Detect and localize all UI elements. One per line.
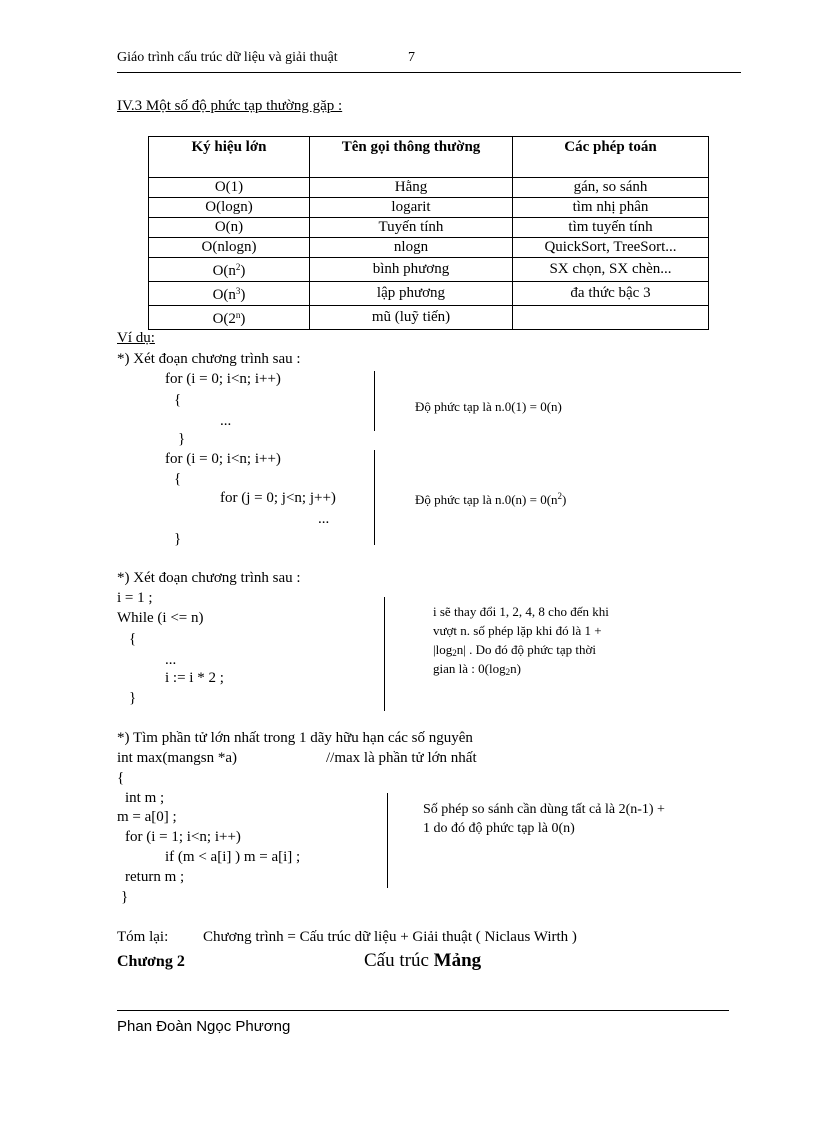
summary-text: Chương trình = Cấu trúc dữ liệu + Giải thuật ( Niclaus Wirth ) — [203, 929, 577, 945]
notation-cell: O(n) — [149, 218, 310, 238]
table-row — [149, 258, 709, 282]
code-line: return m ; — [125, 869, 185, 885]
notation-base: O(n — [212, 287, 236, 303]
column-header-operations: Các phép toán — [513, 137, 709, 178]
notation-base: O(n — [212, 263, 236, 279]
footer-rule — [117, 1010, 729, 1011]
notation-base: O(2 — [212, 311, 236, 327]
table-row — [149, 238, 709, 258]
notation-close: ) — [240, 263, 246, 279]
complexity-table — [148, 136, 709, 330]
example1-intro: *) Xét đoạn chương trình sau : — [117, 351, 301, 367]
name-cell: nlogn — [310, 238, 513, 258]
separator-line — [374, 371, 375, 431]
notation-cell: O(nlogn) — [149, 238, 310, 258]
operations-cell — [513, 306, 709, 330]
code-line: } — [129, 690, 137, 706]
operations-cell: SX chọn, SX chèn... — [513, 258, 709, 282]
section-heading: IV.3 Một số độ phức tạp thường gặp : — [117, 98, 343, 114]
code-line: if (m < a[i] ) m = a[i] ; — [165, 849, 301, 865]
code-line: int m ; — [125, 790, 165, 806]
note-line: i sẽ thay đổi 1, 2, 4, 8 cho đến khi — [433, 604, 609, 619]
note-text: n| . Do đó độ phức tạp thời — [456, 642, 597, 657]
code-line: } — [174, 531, 182, 547]
example3-intro: *) Tìm phần tử lớn nhất trong 1 dãy hữu hạn các số nguyên — [117, 730, 473, 746]
operations-cell: gán, so sánh — [513, 178, 709, 198]
header-rule — [117, 72, 741, 73]
name-cell: logarit — [310, 198, 513, 218]
code-line: for (i = 0; i<n; i++) — [165, 451, 281, 467]
table-row — [149, 282, 709, 306]
note-text: gian là : 0(log — [433, 661, 506, 676]
column-header-name: Tên gọi thông thường — [310, 137, 513, 178]
table-row — [149, 198, 709, 218]
footer-author: Phan Đoàn Ngọc Phương — [117, 1018, 291, 1035]
notation-cell: O(1) — [149, 178, 310, 198]
code-line: i = 1 ; — [117, 590, 153, 606]
note-line — [433, 659, 521, 683]
code-line: } — [121, 889, 129, 905]
notation-cell — [149, 282, 310, 306]
complexity-note: Độ phức tạp là n.0(1) = 0(n) — [415, 399, 562, 414]
summary-label: Tóm lại: — [117, 929, 169, 945]
table-row — [149, 306, 709, 330]
code-line: { — [174, 392, 182, 408]
name-cell: Tuyến tính — [310, 218, 513, 238]
note-exponent: 2 — [557, 491, 563, 501]
name-cell: lập phương — [310, 282, 513, 306]
code-line: { — [117, 770, 125, 786]
code-line: { — [174, 471, 182, 487]
code-line: i := i * 2 ; — [165, 670, 224, 686]
page-number: 7 — [408, 50, 415, 65]
note-text: n) — [510, 661, 521, 676]
column-header-notation: Ký hiệu lớn — [149, 137, 310, 178]
example2-intro: *) Xét đoạn chương trình sau : — [117, 570, 301, 586]
separator-line — [387, 793, 388, 888]
note-text: |log — [433, 642, 453, 657]
operations-cell: tìm nhị phân — [513, 198, 709, 218]
notation-exponent: 2 — [235, 262, 241, 272]
code-line: ... — [220, 413, 232, 429]
code-line: ... — [165, 652, 177, 668]
operations-cell: QuickSort, TreeSort... — [513, 238, 709, 258]
name-cell: Hằng — [310, 178, 513, 198]
note-line: Số phép so sánh cần dùng tất cả là 2(n-1) + — [423, 802, 665, 817]
table-row — [149, 178, 709, 198]
note-line: 1 do đó độ phức tạp là 0(n) — [423, 821, 575, 836]
code-line: } — [178, 431, 186, 447]
note-subscript: 2 — [452, 648, 457, 658]
note-close: ) — [562, 492, 567, 507]
code-line: for (i = 1; i<n; i++) — [125, 829, 241, 845]
separator-line — [384, 597, 385, 711]
operations-cell: tìm tuyến tính — [513, 218, 709, 238]
code-line: { — [129, 631, 137, 647]
code-line: for (i = 0; i<n; i++) — [165, 371, 281, 387]
code-comment: //max là phần tử lớn nhất — [326, 750, 477, 766]
table-row — [149, 218, 709, 238]
notation-cell: O(logn) — [149, 198, 310, 218]
name-cell: bình phương — [310, 258, 513, 282]
chapter-label: Chương 2 — [117, 953, 185, 970]
code-line: m = a[0] ; — [117, 809, 177, 825]
function-signature: int max(mangsn *a) — [117, 750, 237, 766]
notation-cell — [149, 306, 310, 330]
table-header-row — [149, 137, 709, 178]
code-line: for (j = 0; j<n; j++) — [220, 490, 336, 506]
code-line: While (i <= n) — [117, 610, 204, 626]
note-subscript: 2 — [505, 667, 511, 677]
separator-line — [374, 450, 375, 545]
notation-exponent: n — [235, 310, 241, 320]
chapter-title-bold: Mảng — [433, 950, 482, 971]
operations-cell: đa thức bậc 3 — [513, 282, 709, 306]
header-title: Giáo trình cấu trúc dữ liệu và giải thuật — [117, 50, 338, 65]
note-text: Độ phức tạp là n.0(n) = 0(n — [415, 492, 558, 507]
complexity-note — [415, 487, 566, 510]
notation-cell — [149, 258, 310, 282]
name-cell: mũ (luỹ tiến) — [310, 306, 513, 330]
example-label: Ví dụ: — [117, 330, 155, 346]
chapter-title-regular: Cấu trúc — [364, 950, 434, 971]
notation-close: ) — [240, 287, 246, 303]
code-line: ... — [318, 511, 330, 527]
note-line: vượt n. số phép lặp khi đó là 1 + — [433, 623, 602, 638]
notation-close: ) — [240, 311, 246, 327]
notation-exponent: 3 — [235, 286, 241, 296]
chapter-title — [364, 950, 481, 972]
